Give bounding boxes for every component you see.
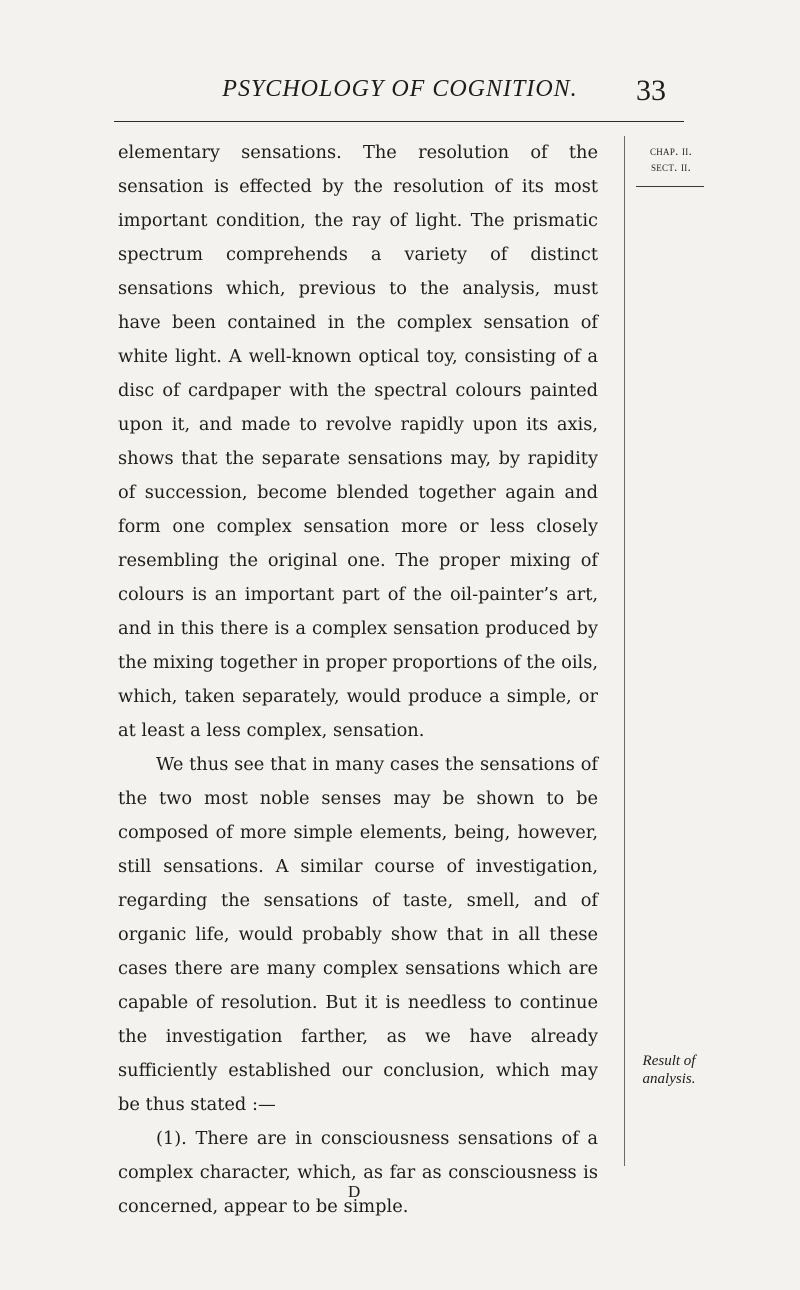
chapter-section-note	[636, 143, 706, 175]
page-number: 33	[636, 74, 666, 107]
side-note-line-2: analysis.	[642, 1071, 696, 1087]
chapter-note-rule	[636, 186, 704, 187]
margin-rule	[624, 136, 625, 1166]
signature-mark: D	[348, 1182, 361, 1201]
section-label: sect. ii.	[650, 160, 692, 174]
body-text	[118, 136, 598, 1224]
paragraph-2: We thus see that in many cases the sensations of the two most noble senses may be shown to be composed of more simple elements, being, however, still sensations. A similar course of investigation, regarding the sensations of taste, smell, and of organic life, would probably show that in all these cases there are many complex sensations which are capable of resolution. But it is needless to continue the investigation farther, as we have already sufficiently established our conclusion, which may be thus stated :—	[118, 754, 598, 1115]
side-note-line-1: Result of	[642, 1053, 696, 1069]
header-rule	[114, 121, 684, 122]
running-title: PSYCHOLOGY OF COGNITION.	[222, 76, 578, 102]
paragraph-3: (1). There are in consciousness sensations of a complex character, which, as far as consciousness is concerned, appear to be simple.	[118, 1128, 598, 1217]
chapter-label: chap. ii.	[649, 144, 693, 158]
side-note	[628, 1052, 710, 1088]
paragraph-1: elementary sensations. The resolution of the sensation is effected by the resolution of its most important condition, the ray of light. The prismatic spectrum comprehends a variety of distinct sensations which, previous to the analysis, must have been contained in the complex sensation of white light. A well-known optical toy, consisting of a disc of cardpaper with the spectral colours painted upon it, and made to revolve rapidly upon its axis, shows that the separate sensations may, by rapidity of succession, become blended together again and form one complex sensation more or less closely resembling the original one. The proper mixing of colours is an important part of the oil-painter’s art, and in this there is a complex sensation produced by the mixing together in proper proportions of the oils, which, taken separately, would produce a simple, or at least a less complex, sensation.	[118, 142, 598, 741]
